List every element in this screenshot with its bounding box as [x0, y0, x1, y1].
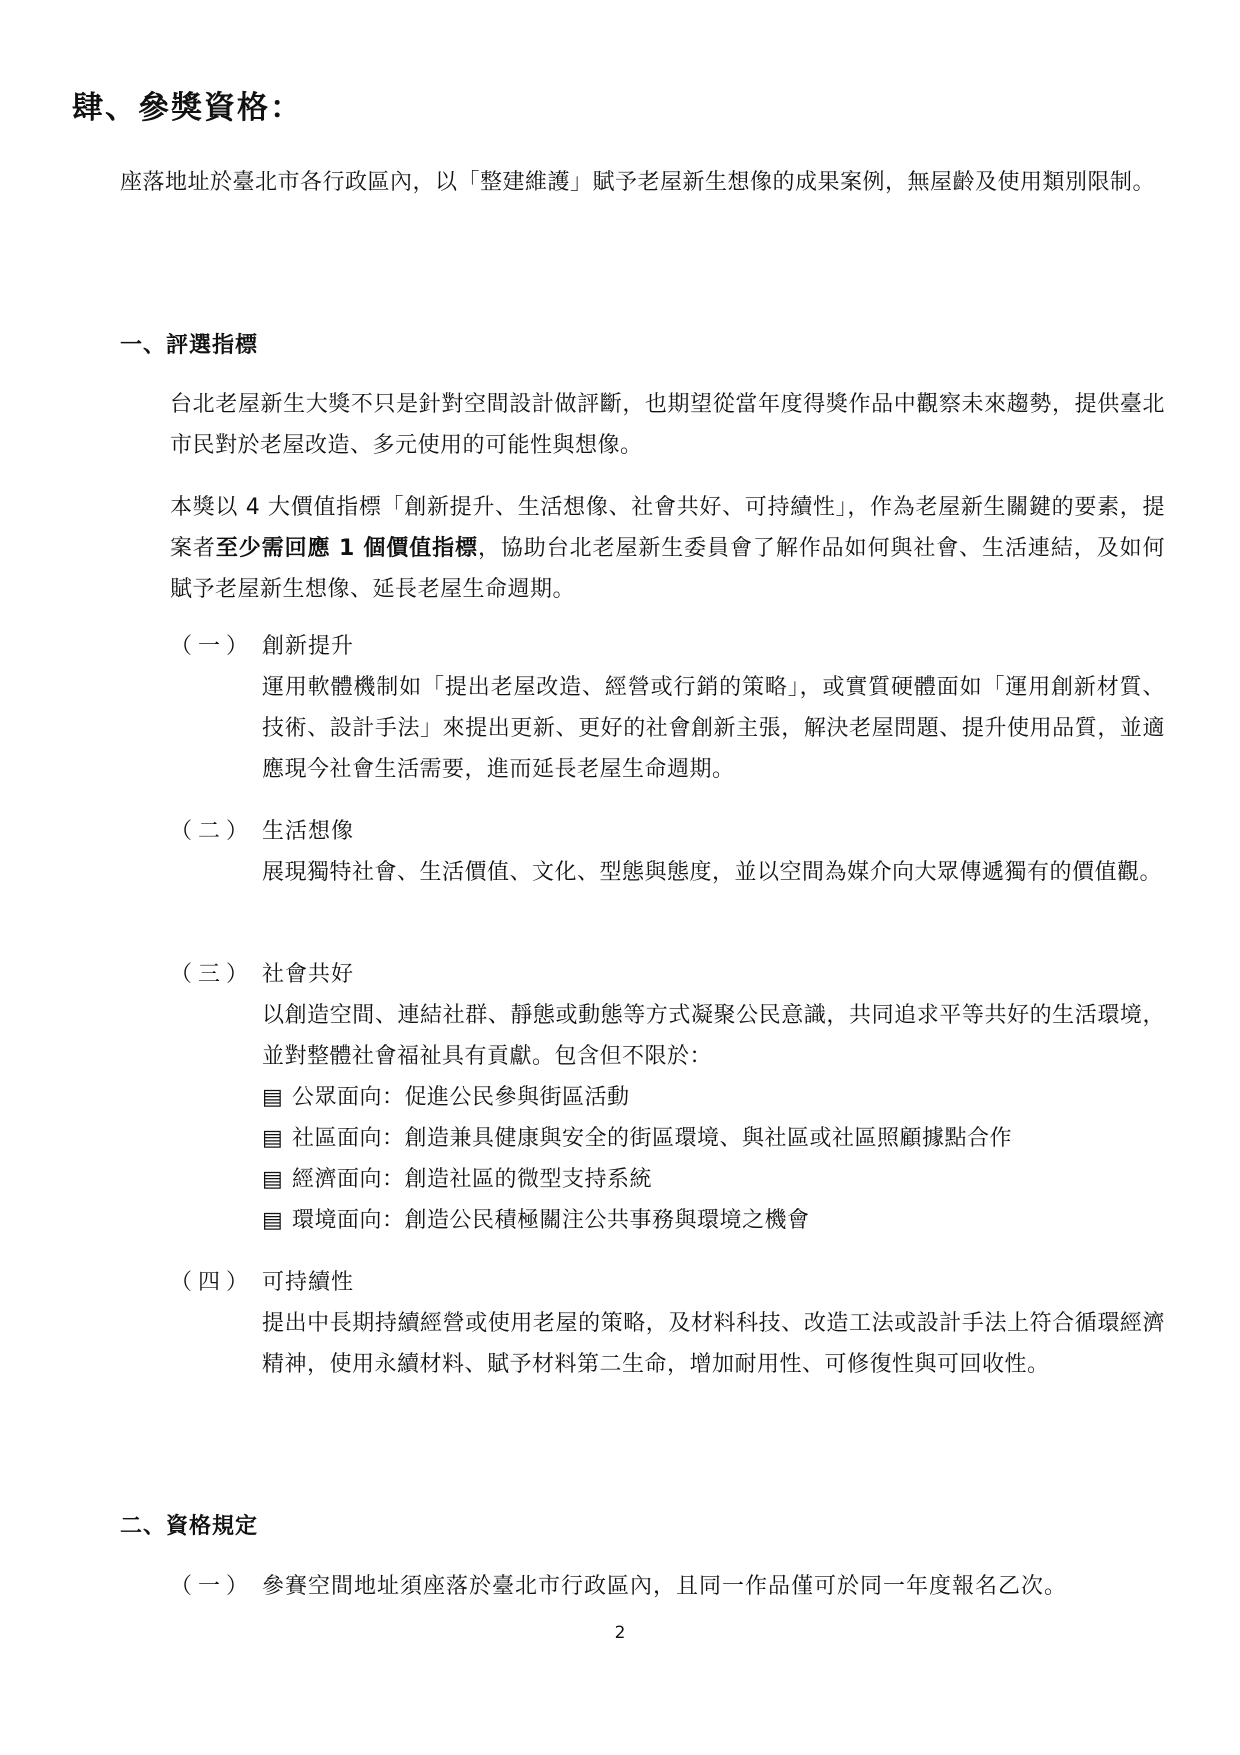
bullet-text: 環境面向：創造公民積極關注公共事務與環境之機會 [292, 1208, 810, 1233]
page-number: 2 [614, 1623, 626, 1643]
criteria-paragraph-2-pre: 本獎以 4 大價值指標「創新提升、生活想像、社會共好、可持續性」，作為老屋新生關鍵的要素，提案者 [170, 495, 1165, 561]
chapter-heading: 肆、參獎資格： [72, 90, 303, 126]
item-title: 創新提升 [262, 634, 355, 659]
item-title: 生活想像 [262, 819, 355, 844]
list-bullet-icon: ▤ [262, 1126, 284, 1151]
list-bullet-icon: ▤ [262, 1167, 284, 1192]
intro-paragraph: 座落地址於臺北市各行政區內，以「整建維護」賦予老屋新生想像的成果案例，無屋齡及使用類別限制。 [120, 170, 1156, 195]
item-title: 社會共好 [262, 962, 355, 987]
item-number: （三） [170, 962, 255, 987]
list-bullet-icon: ▤ [262, 1208, 284, 1233]
section-heading-criteria: 一、評選指標 [120, 333, 259, 358]
criteria-paragraph-2-bold: 至少需回應 1 個價值指標 [215, 536, 478, 561]
item-text: 參賽空間地址須座落於臺北市行政區內，且同一作品僅可於同一年度報名乙次。 [262, 1574, 1068, 1599]
section-heading-qualification: 二、資格規定 [120, 1514, 259, 1539]
item-number: （二） [170, 819, 255, 844]
item-body: 展現獨特社會、生活價值、文化、型態與態度，並以空間為媒介向大眾傳遞獨有的價值觀。 [262, 860, 1163, 885]
item-body: 運用軟體機制如「提出老屋改造、經營或行銷的策略」，或實質硬體面如「運用創新材質、技術、設計手法」來提出更新、更好的社會創新主張，解決老屋問題、提升使用品質，並適應現今社會生活需要，進而延長老屋生命週期。 [262, 675, 1165, 782]
item-number: （四） [170, 1270, 255, 1295]
item-body: 提出中長期持續經營或使用老屋的策略，及材料科技、改造工法或設計手法上符合循環經濟精神，使用永續材料、賦予材料第二生命，增加耐用性、可修復性與可回收性。 [262, 1311, 1165, 1377]
bullet-item [262, 1077, 630, 1118]
criteria-paragraph-2-post: ，協助台北老屋新生委員會了解作品如何與社會、生活連結，及如何賦予老屋新生想像、延長老屋生命週期。 [170, 536, 1165, 602]
item-title: 可持續性 [262, 1270, 355, 1295]
bullet-text: 社區面向：創造兼具健康與安全的街區環境、與社區或社區照顧據點合作 [292, 1126, 1013, 1151]
item-number: （一） [170, 1574, 255, 1599]
criteria-paragraph-1: 台北老屋新生大獎不只是針對空間設計做評斷，也期望從當年度得獎作品中觀察未來趨勢，提供臺北市民對於老屋改造、多元使用的可能性與想像。 [170, 392, 1165, 458]
item-number: （一） [170, 634, 255, 659]
bullet-text: 經濟面向：創造社區的微型支持系統 [292, 1167, 653, 1192]
bullet-text: 公眾面向：促進公民參與街區活動 [292, 1085, 630, 1110]
criteria-paragraph-2 [170, 487, 1165, 610]
item-body: 以創造空間、連結社群、靜態或動態等方式凝聚公民意識，共同追求平等共好的生活環境，並對整體社會福祉具有貢獻。包含但不限於： [262, 1003, 1165, 1069]
bullet-item [262, 1159, 652, 1200]
bullet-item [262, 1200, 810, 1241]
list-bullet-icon: ▤ [262, 1085, 284, 1110]
bullet-item [262, 1118, 1012, 1159]
